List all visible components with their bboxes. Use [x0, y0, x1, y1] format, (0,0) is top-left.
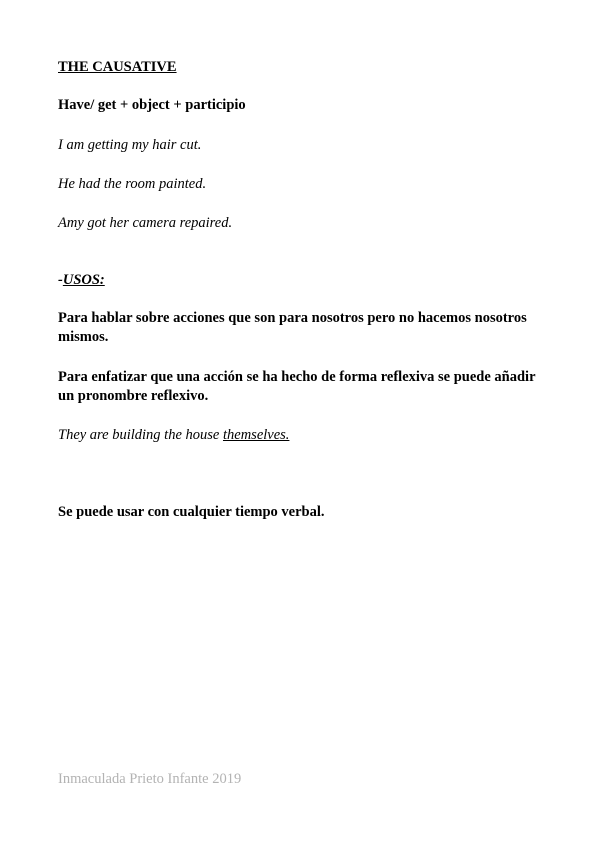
use-paragraph-1: Para hablar sobre acciones que son para nosotros pero no hacemos nosotros mismos.: [58, 310, 527, 345]
reflexive-example-text: They are building the house: [58, 427, 223, 443]
usos-heading: USOS:: [62, 272, 105, 288]
example-sentence-3: Amy got her camera repaired.: [58, 215, 233, 231]
example-sentence-2: He had the room painted.: [58, 176, 207, 192]
use-paragraph-2: Para enfatizar que una acción se ha hecho de forma reflexiva se puede añadir un pronombre reflexivo.: [58, 369, 536, 404]
example-sentence-1: I am getting my hair cut.: [58, 137, 202, 153]
usos-heading-line: [58, 271, 105, 290]
footer-author: Inmaculada Prieto Infante 2019: [58, 771, 242, 787]
document-title: THE CAUSATIVE: [58, 59, 177, 75]
usos-prefix: -: [58, 272, 63, 288]
tense-note: Se puede usar con cualquier tiempo verbal.: [58, 504, 325, 520]
causative-formula: Have/ get + object + participio: [58, 97, 246, 113]
reflexive-example: [58, 426, 289, 445]
reflexive-pronoun: themselves.: [222, 427, 290, 443]
